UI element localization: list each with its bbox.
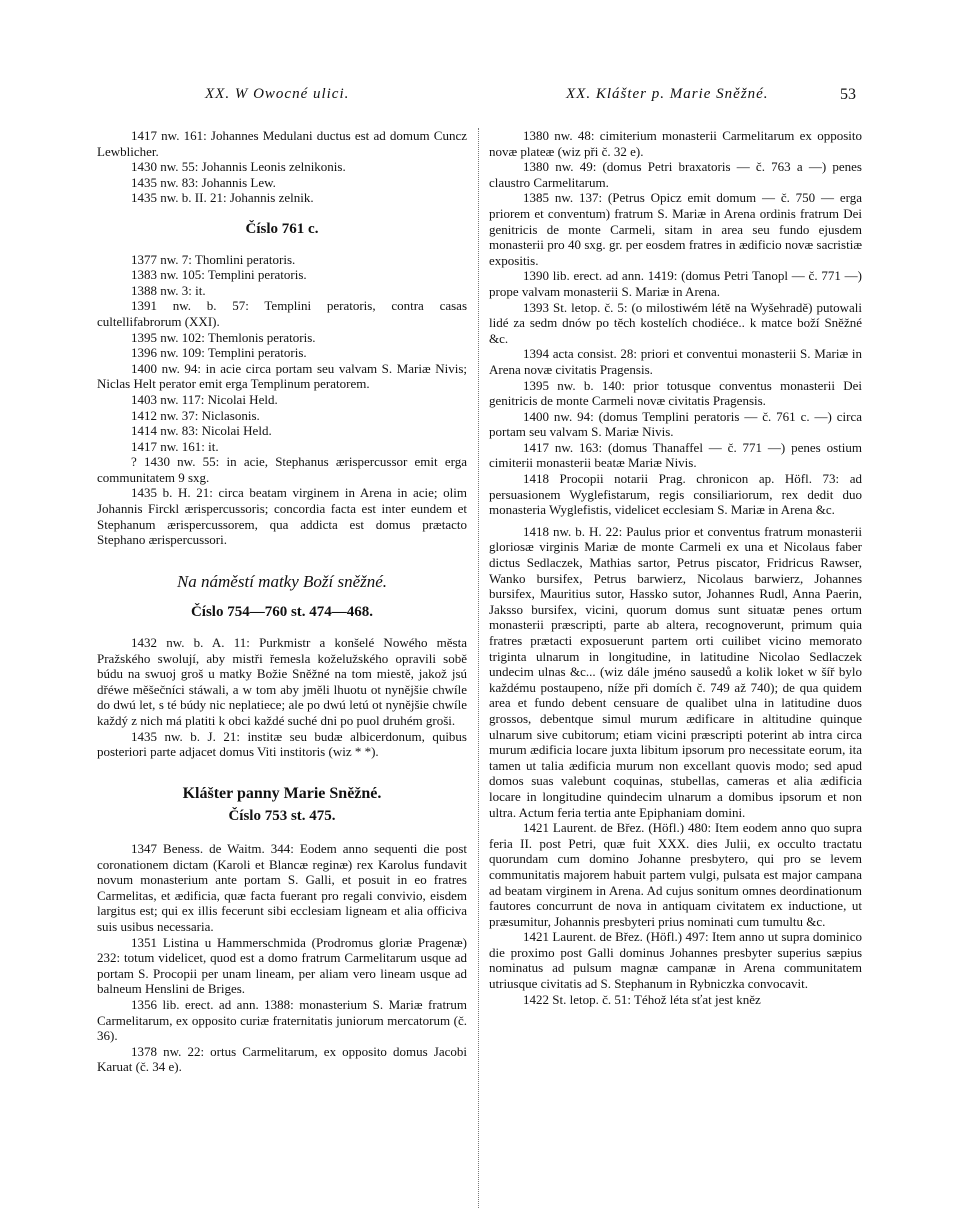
entry-paragraph: 1417 nw. 161: Johannes Medulani ductus est ad domum Cuncz Lewblicher. (97, 128, 467, 159)
entry-paragraph: 1396 nw. 109: Templini peratoris. (131, 345, 307, 361)
running-header-left: XX. W Owocné ulici. (205, 86, 350, 102)
section-heading: Klášter panny Marie Sněžné. (182, 784, 382, 802)
entry-paragraph: 1356 lib. erect. ad ann. 1388: monasterium S. Mariæ fratrum Carmelitarum, ex opposito curiæ fraternitatis juniorum mercatorum (č. 36). (97, 996, 467, 1044)
section-heading-italic: Na náměstí matky Boží sněžné. (176, 571, 388, 591)
entry-paragraph: 1435 nw. b. II. 21: Johannis zelnik. (131, 190, 314, 206)
entry-paragraph: 1400 nw. 94: in acie circa portam seu valvam S. Mariæ Nivis; Niclas Helt perator emit erga Templinum peratorem. (97, 360, 467, 392)
page-number: 53 (840, 86, 856, 103)
entry-paragraph: 1380 nw. 48: cimiterium monasterii Carmelitarum ex opposito novæ plateæ (wiz při č. 32 e). (489, 128, 862, 159)
entry-paragraph: 1393 St. letop. č. 5: (o milostiwém létě na Wyšehradě) putowali lidé za sedm dnów po těch kostelích chodiéce.. k matce boží Sněžné &c. (489, 299, 862, 346)
running-header-right: XX. Klášter p. Marie Sněžné. (566, 86, 769, 102)
entry-paragraph: 1400 nw. 94: (domus Templini peratoris — č. 761 c. —) circa portam seu valvam S. Mariæ Nivis. (489, 408, 862, 440)
entry-paragraph: 1435 nw. b. J. 21: institæ seu budæ albicerdonum, quibus posteriori parte adjacet domus Viti institoris (wiz * *). (97, 728, 467, 760)
entry-paragraph: 1391 nw. b. 57: Templini peratoris, contra casas cultellifabrorum (XXI). (97, 298, 467, 329)
entry-paragraph: 1412 nw. 37: Niclasonis. (131, 407, 260, 423)
left-column (97, 128, 467, 1075)
entry-paragraph: 1378 nw. 22: ortus Carmelitarum, ex opposito domus Jacobi Karuat (č. 34 e). (97, 1043, 467, 1075)
entry-paragraph: 1383 nw. 105: Templini peratoris. (131, 267, 307, 283)
column-divider (478, 128, 479, 1208)
entry-paragraph: 1395 nw. b. 140: prior totusque conventus monasterii Dei genitricis de monte Carmeli novæ civitatis Pragensis. (489, 377, 862, 409)
house-number-heading: Číslo 761 c. (245, 220, 319, 237)
entry-paragraph: 1380 nw. 49: (domus Petri braxatoris — č. 763 a —) penes claustro Carmelitarum. (489, 159, 862, 190)
entry-paragraph: 1395 nw. 102: Themlonis peratoris. (131, 329, 316, 345)
entry-paragraph: 1417 nw. 163: (domus Thanaffel — č. 771 —) penes ostium cimiterii monasterii beatæ Mariæ Nivis. (489, 439, 862, 471)
entry-paragraph: 1421 Laurent. de Břez. (Höfl.) 497: Item anno ut supra dominico die proximo post Galli dominus Johannes presbyter superius sæpius nominatus ad pulsum magnæ campanæ in Arena communitatem utriusque civitatis ad S. Stephanum in Rybniczka convocavit. (489, 929, 862, 992)
entry-paragraph: 1394 acta consist. 28: priori et conventui monasterii S. Mariæ in Arena novæ civitatis Pragensis. (489, 346, 862, 377)
entry-paragraph: 1422 St. letop. č. 51: Téhož léta sťat jest kněz (523, 991, 761, 1007)
house-number-heading: Číslo 754—760 st. 474—468. (190, 604, 374, 621)
entry-paragraph: 1421 Laurent. de Břez. (Höfl.) 480: Item eodem anno quo supra feria II. post Petri, quæ fuit XXX. dies Julii, ex occulto tractatu quorundam cum domino Johanne presbytero, qui pro se levem communitatis majorem habuit partem vulgi, pulsata est major campana ad beatam virginem in Arena. Ad cujus sonitum omnes deordinationum fautores concurrunt de nova in antiquam civitatem ex inductione, ut præsumitur, Johannis presbyteri prius nominati cum tumultu &c. (489, 820, 862, 929)
entry-paragraph: 1432 nw. b. A. 11: Purkmistr a konšelé Nowého města Pražského swolují, aby mistři řemesla koželužského opravili sobě búdu na swuoj groš u matky Božie Sněžné na tom miestě, jakož jsú dřéwe měšečníci stáwali, a w tom aby jměli lhuotu ot nynějšie chwíle do dwú let, s té búdy nic neplatiece; ale po dwú letú ot nynějšie chwíle každý z nich má platiti k obci každé suché dni po puol druhém groši. (97, 635, 467, 728)
entry-paragraph: 1414 nw. 83: Nicolai Held. (131, 423, 272, 439)
entry-paragraph: 1390 lib. erect. ad ann. 1419: (domus Petri Tanopl — č. 771 —) prope valvam monasterii S. Mariæ in Arena. (489, 268, 862, 299)
entry-paragraph: 1385 nw. 137: (Petrus Opicz emit domum — č. 750 — erga priorem et conventum) fratrum S. Mariæ in Arena ordinis fratrum Dei genitricis de monte Carmeli, sitam in area seu fundo ejusdem monasterii pro 40 sxg. gr. per eosdem fratres in ædificio novæ sacristiæ expositis. (489, 190, 862, 268)
entry-paragraph: 1347 Beness. de Waitm. 344: Eodem anno sequenti die post coronationem dictam (Karoli et Blancæ reginæ) rex Karolus fundavit novum monasterium ante portam S. Galli, et posuit in eo fratres Carmelitas, et ædificia, quæ facta fuerant pro regali convivio, eisdem largitus est; qui ex illis fecerunt sibi ecclesiam ligneam et alia officiva suis usibus necessaria. (97, 840, 467, 934)
entry-paragraph: 1377 nw. 7: Thomlini peratoris. (131, 251, 296, 267)
entry-paragraph: 1417 nw. 161: it. (131, 438, 219, 454)
entry-paragraph: 1388 nw. 3: it. (131, 282, 206, 298)
entry-paragraph: 1430 nw. 55: Johannis Leonis zelnikonis. (131, 159, 346, 175)
entry-paragraph: 1403 nw. 117: Nicolai Held. (131, 391, 278, 407)
entry-paragraph: 1435 b. H. 21: circa beatam virginem in Arena in acie; olim Johannis Firckl ærispercussoris; concordia facta est inter eundem et Stephanum ærispercussorem, qua addicta est domus prætacto Stephano ærispercussori. (97, 485, 467, 548)
house-number-heading: Číslo 753 st. 475. (228, 808, 336, 825)
entry-paragraph: 1351 Listina u Hammerschmida (Prodromus gloriæ Pragenæ) 232: totum videlicet, quod est a domo fratrum Carmelitarum usque ad portam S. Procopii per unam lineam, per aliam vero lineam usque ad balneum Henslini de Briges. (97, 934, 467, 997)
right-column (489, 128, 862, 1007)
entry-paragraph: ? 1430 nw. 55: in acie, Stephanus ærispercussor emit erga communitatem 9 sxg. (97, 454, 467, 485)
entry-paragraph: 1418 Procopii notarii Prag. chronicon ap. Höfl. 73: ad persuasionem Wyglefistarum, regis consiliariorum, rex dedit duo monasteria Wyglefistis, videlicet ecclesiam S. Mariæ in Arena &c. (489, 471, 862, 518)
entry-paragraph: 1418 nw. b. H. 22: Paulus prior et conventus fratrum monasterii gloriosæ virginis Mariæ de monte Carmeli ex una et Nicolaus faber dictus Sedlaczek, Mathias sartor, Petrus piscator, Fridricus Rawser, Wanko bursifex, Petrus barwierz, Nicolaus barwierz, Johannes bursifex, Mauritius sutor, Hassko sutor, Johannes Rudl, Anna Paerin, Jaksso bursifex, vicini, quorum domus sunt situatæ penes ortum monasterii præscripti, parte ab altera, recognoverunt, primum quia fratres prætacti exposuerunt partem orti cuilibet vicino memorato triginta ulnarum in longitudine, in latitudine Nicolao Sedlaczek undecim ulnas &c... (wiz dále jméno sausedů a kolik loket w šíř bylo každému postaupeno, níže při domích č. 749 až 740); de qua quidem area et fundo debent censuare de qualibet ulna in latitudine duos grossos, debentque simul murum ædificare in altitudine quinque ulnarum sive cubitorum; etiam vicini præscripti poterint ab intra circa murum ædificia locare juxta libitum ipsorum pro necessitate eorum, ita tamen ut talia ædificia murum non excellant quovis modo; sed apud domos suas valebunt coquinas, stubellas, cameras et alia ædificia locare in longitudine quindecim ulnarum a domibus ipsorum et non ultra. Actum feria tertia ante Epiphaniam domini. (489, 523, 862, 820)
entry-paragraph: 1435 nw. 83: Johannis Lew. (131, 174, 276, 190)
